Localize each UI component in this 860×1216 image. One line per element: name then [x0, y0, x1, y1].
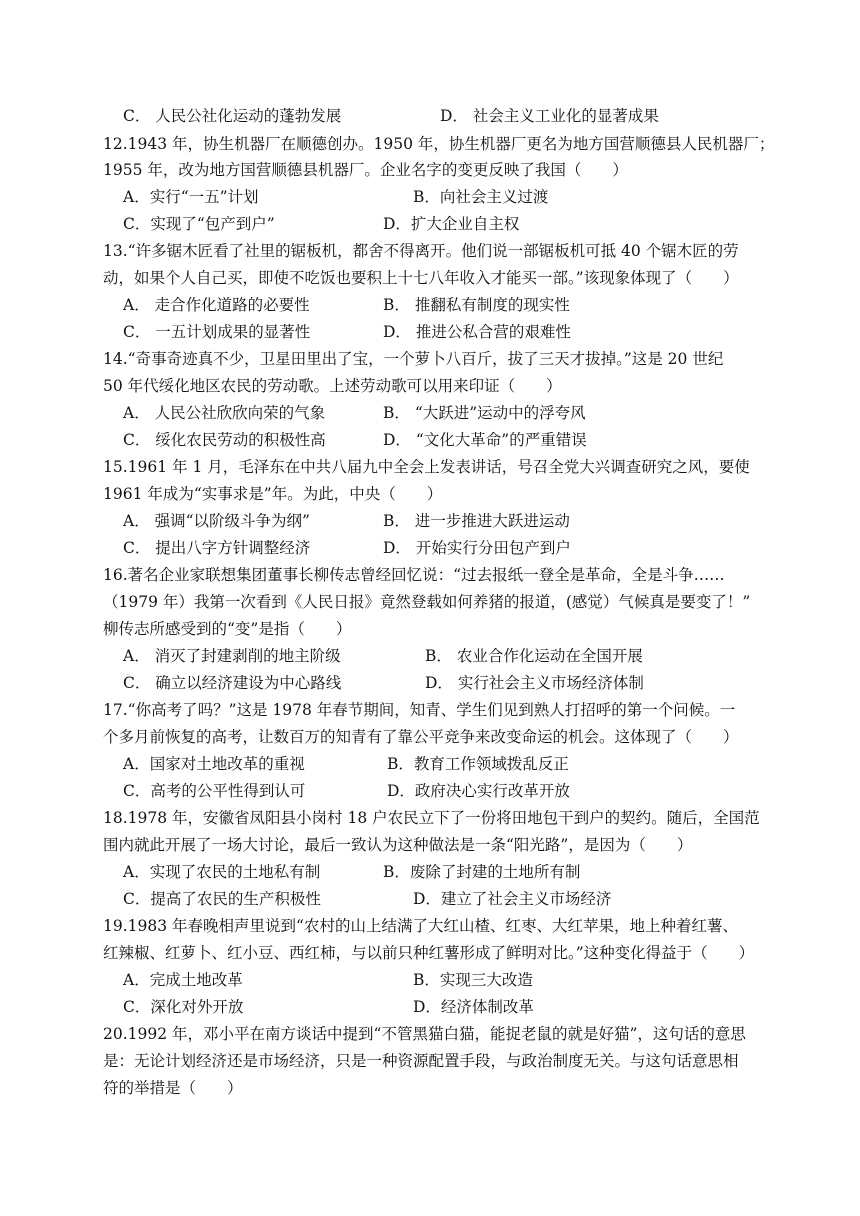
q14-option-a: A． 人民公社欣欣向荣的气象: [123, 404, 326, 422]
q19-option-a: A．完成土地改革: [123, 971, 243, 989]
q13-option-a: A． 走合作化道路的必要性: [123, 296, 310, 314]
q19-option-c: C．深化对外开放: [123, 998, 244, 1016]
q17-option-c: C．高考的公平性得到认可: [123, 782, 306, 800]
q18-stem-line-1: 18.1978 年，安徽省凤阳县小岗村 18 户农民立下了一份将田地包干到户的契约。随后，全国范: [103, 809, 760, 827]
q13-option-b: B． 推翻私有制度的现实性: [383, 296, 570, 314]
q18-option-a: A．实现了农民的土地私有制: [123, 863, 321, 881]
q16-option-b: B． 农业合作化运动在全国开展: [425, 647, 643, 665]
q17-stem-line-1: 17.“你高考了吗？”这是 1978 年春节期间，知青、学生们见到熟人打招呼的第一个问候。一: [103, 701, 736, 719]
q20-stem-line-3: 符的举措是（ ）: [103, 1079, 243, 1097]
q15-stem-line-1: 15.1961 年 1 月，毛泽东在中共八届九中全会上发表讲话，号召全党大兴调查研究之风，要使: [103, 458, 750, 476]
q17-option-a: A．国家对土地改革的重视: [123, 755, 305, 773]
q12-stem-line-1: 12.1943 年，协生机器厂在顺德创办。1950 年，协生机器厂更名为地方国营顺德县人民机器厂；: [103, 135, 775, 153]
q16-option-c: C． 确立以经济建设为中心路线: [123, 674, 342, 692]
q12-option-b: B．向社会主义过渡: [413, 188, 549, 206]
q15-option-a: A． 强调“以阶级斗争为纲”: [123, 512, 310, 530]
q15-stem-line-2: 1961 年成为“实事求是”年。为此，中央（ ）: [103, 485, 443, 503]
q13-stem-line-2: 动，如果个人自己买，即使不吃饭也要积上十七八年收入才能买一部。”该现象体现了（ ）: [103, 269, 739, 287]
q11-option-c: C． 人民公社化运动的蓬勃发展: [123, 107, 342, 125]
q18-stem-line-2: 围内就此开展了一场大讨论，最后一致认为这种做法是一条“阳光路”，是因为（ ）: [103, 836, 693, 854]
q14-stem-line-2: 50 年代绥化地区农民的劳动歌。上述劳动歌可以用来印证（ ）: [103, 377, 562, 395]
q16-option-a: A． 消灭了封建剥削的地主阶级: [123, 647, 341, 665]
q14-option-d: D． “文化大革命”的严重错误: [383, 431, 587, 449]
q18-option-d: D．建立了社会主义市场经济: [413, 890, 612, 908]
q15-option-d: D． 开始实行分田包产到户: [383, 539, 571, 557]
q13-option-d: D． 推进公私合营的艰难性: [383, 323, 571, 341]
q18-option-c: C．提高了农民的生产积极性: [123, 890, 321, 908]
q16-option-d: D． 实行社会主义市场经济体制: [425, 674, 644, 692]
q11-option-d: D． 社会主义工业化的显著成果: [440, 107, 659, 125]
q19-stem-line-2: 红辣椒、红萝卜、红小豆、西红柿，与以前只种红薯形成了鲜明对比。”这种变化得益于（ ）: [103, 944, 755, 962]
q19-option-d: D．经济体制改革: [413, 998, 534, 1016]
q19-option-b: B．实现三大改造: [413, 971, 533, 989]
q16-stem-line-1: 16.著名企业家联想集团董事长柳传志曾经回忆说：“过去报纸一登全是革命，全是斗争……: [103, 566, 725, 584]
q20-stem-line-2: 是：无论计划经济还是市场经济，只是一种资源配置手段，与政治制度无关。与这句话意思相: [103, 1052, 739, 1070]
q20-stem-line-1: 20.1992 年，邓小平在南方谈话中提到“不管黑猫白猫，能捉老鼠的就是好猫”，这句话的意思: [103, 1025, 746, 1043]
q12-option-a: A．实行“一五”计划: [123, 188, 259, 206]
q12-option-d: D．扩大企业自主权: [383, 215, 520, 233]
q17-option-d: D．政府决心实行改革开放: [387, 782, 570, 800]
q14-stem-line-1: 14.“奇事奇迹真不少，卫星田里出了宝，一个萝卜八百斤，拔了三天才拔掉。”这是 20 世纪: [103, 350, 724, 368]
q13-stem-line-1: 13.“许多锯木匠看了社里的锯板机，都舍不得离开。他们说一部锯板机可抵 40 个锯木匠的劳: [103, 242, 739, 260]
q16-stem-line-2: （1979 年）我第一次看到《人民日报》竟然登载如何养猪的报道，(感觉）气候真是要变了！”: [103, 593, 751, 611]
q14-option-c: C． 绥化农民劳动的积极性高: [123, 431, 326, 449]
q17-option-b: B．教育工作领域拨乱反正: [387, 755, 569, 773]
q12-stem-line-2: 1955 年，改为地方国营顺德县机器厂。企业名字的变更反映了我国（ ）: [103, 161, 628, 179]
q15-option-b: B． 进一步推进大跃进运动: [383, 512, 570, 530]
q14-option-b: B． “大跃进”运动中的浮夸风: [383, 404, 586, 422]
q18-option-b: B．废除了封建的土地所有制: [383, 863, 581, 881]
q17-stem-line-2: 个多月前恢复的高考，让数百万的知青有了靠公平竞争来改变命运的机会。这体现了（ ）: [103, 728, 739, 746]
q13-option-c: C． 一五计划成果的显著性: [123, 323, 311, 341]
q12-option-c: C．实现了“包产到户”: [123, 215, 275, 233]
q19-stem-line-1: 19.1983 年春晚相声里说到“农村的山上结满了大红山楂、红枣、大红苹果，地上种着红薯、: [103, 917, 738, 935]
q15-option-c: C． 提出八字方针调整经济: [123, 539, 311, 557]
q16-stem-line-3: 柳传志所感受到的“变”是指（ ）: [103, 620, 352, 638]
